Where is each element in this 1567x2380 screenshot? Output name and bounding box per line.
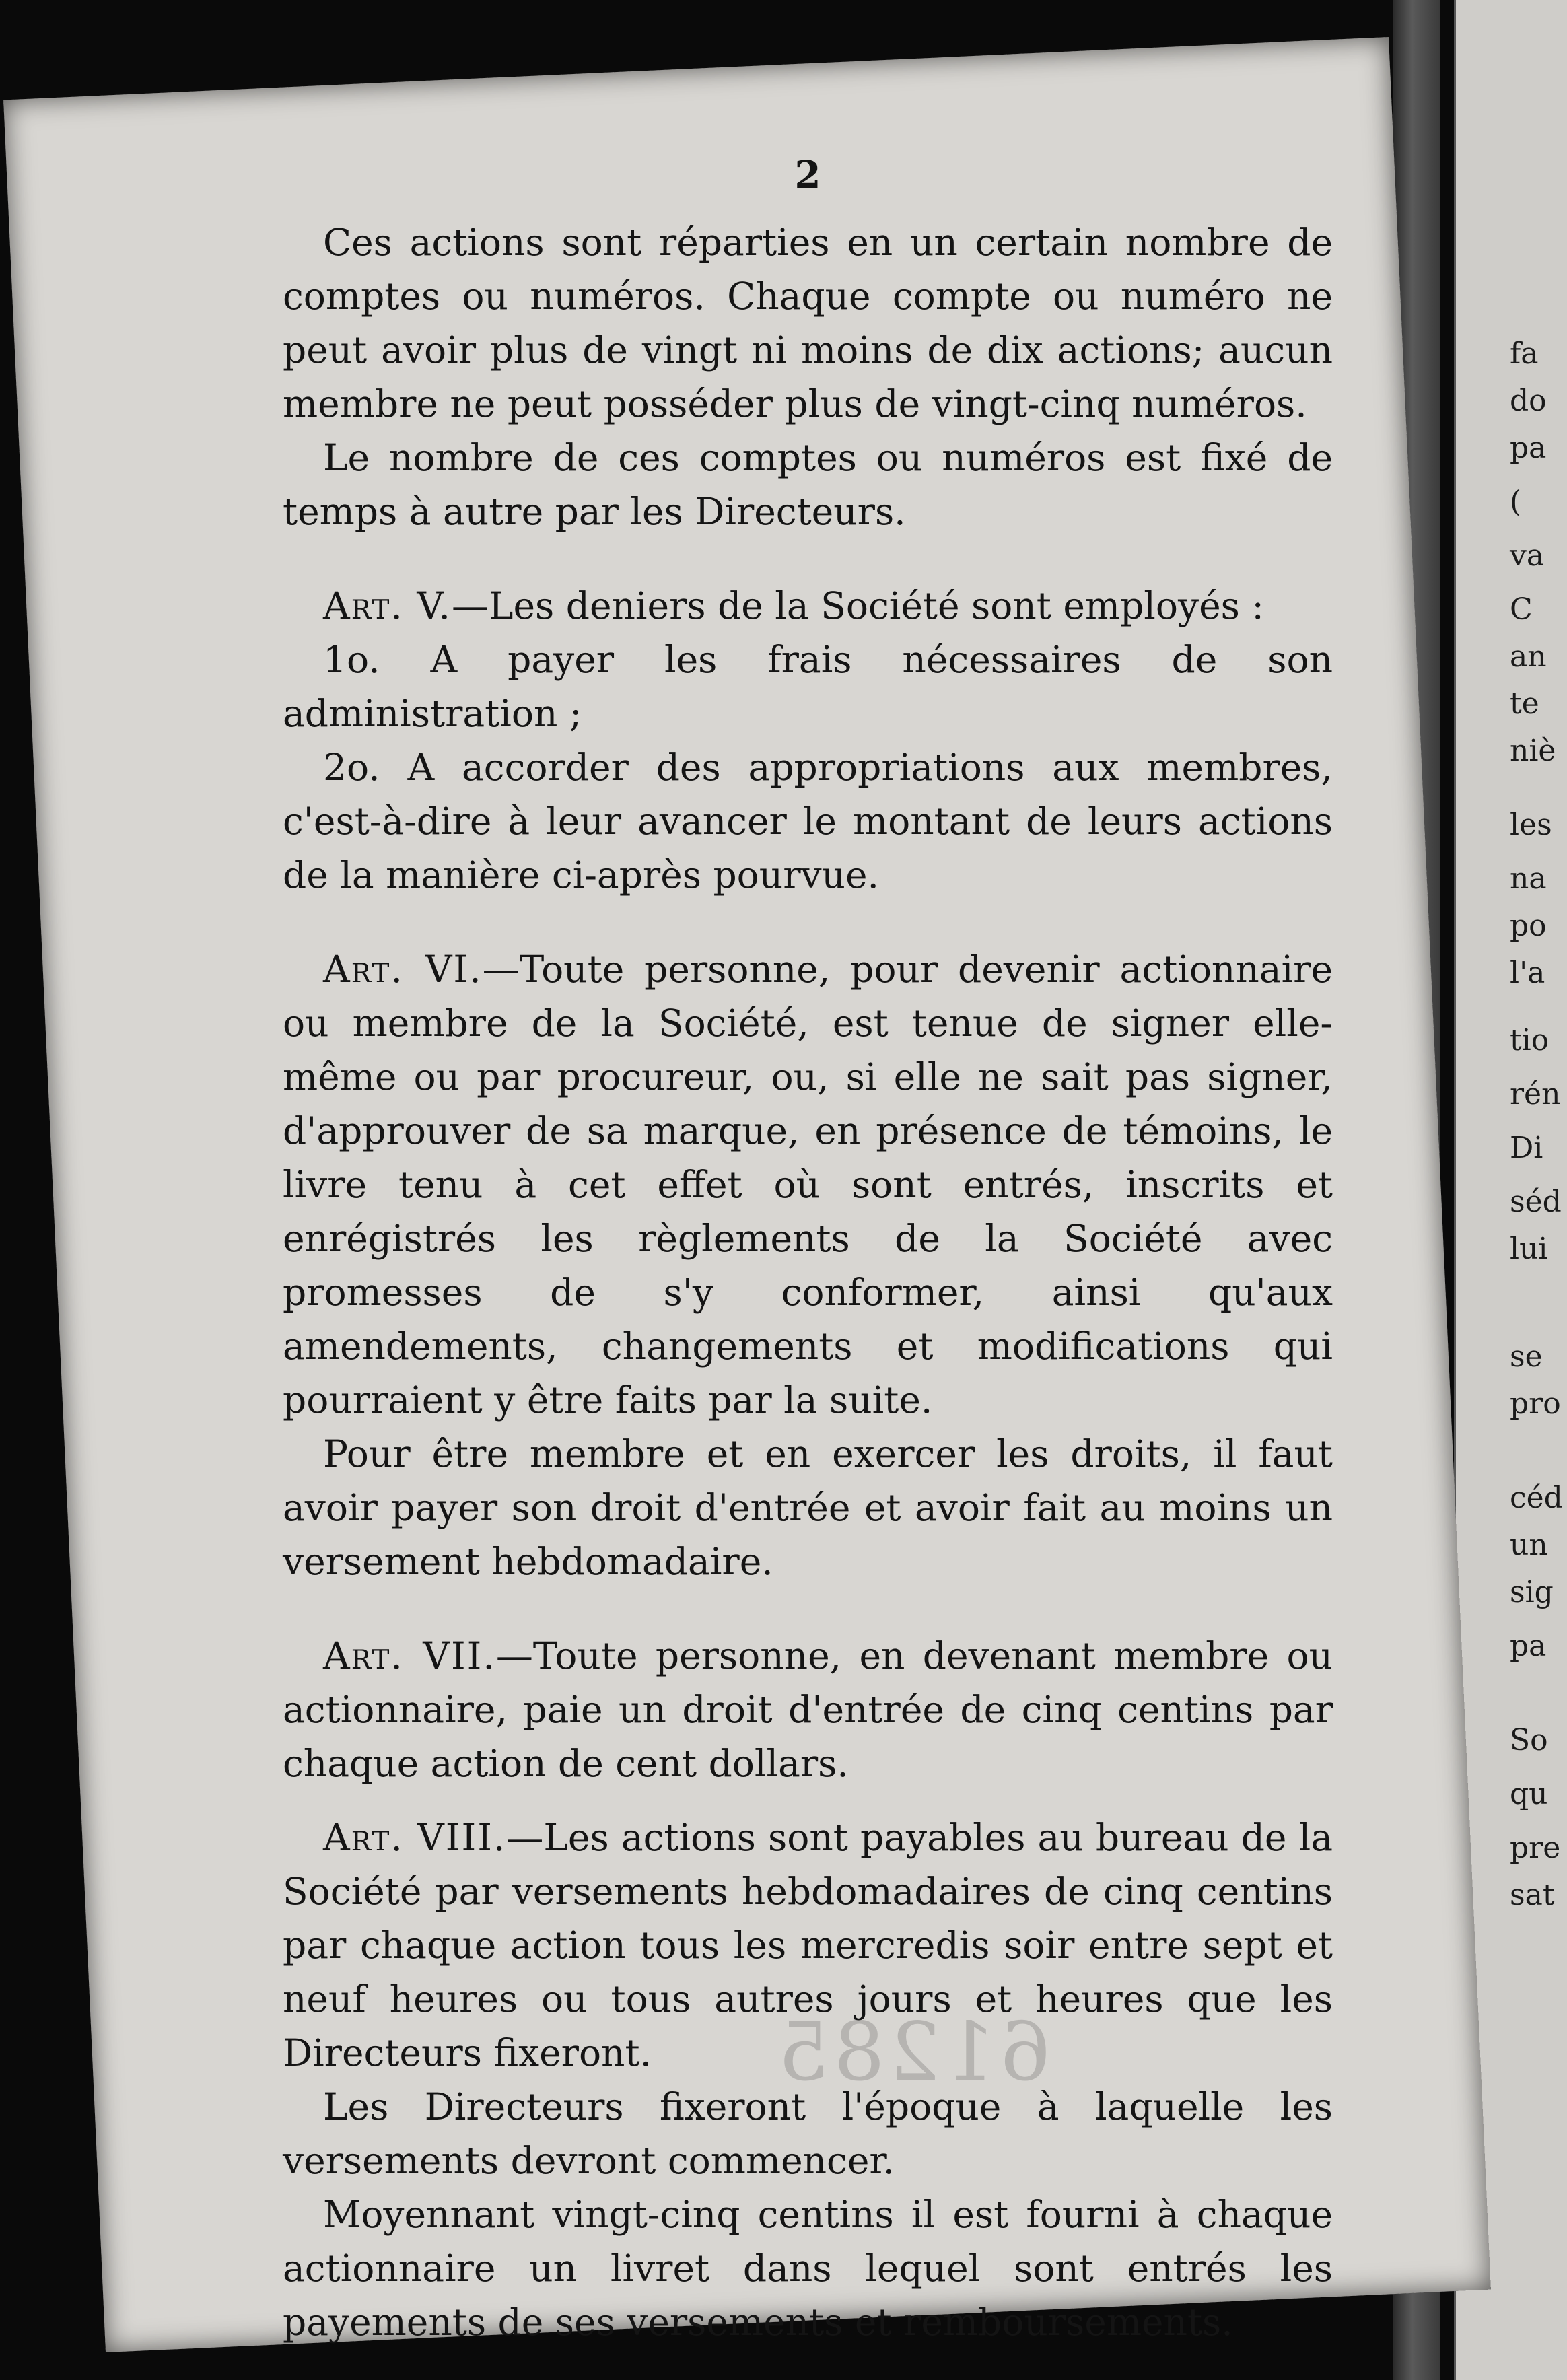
- article-6-label: Art. VI.: [323, 948, 483, 991]
- facing-page-fragment: po: [1510, 909, 1547, 943]
- facing-page-fragment: tio: [1510, 1023, 1549, 1057]
- facing-page-fragment: Di: [1510, 1131, 1543, 1165]
- article-6: [283, 942, 1333, 1427]
- facing-page-fragment: un: [1510, 1528, 1548, 1562]
- facing-page-fragment: les: [1510, 808, 1552, 842]
- facing-page-fragment: na: [1510, 862, 1547, 896]
- facing-page-fragment: pa: [1510, 431, 1547, 465]
- facing-page-fragment: se: [1510, 1339, 1543, 1374]
- facing-page-fragment: pa: [1510, 1629, 1547, 1663]
- paragraph-2: Le nombre de ces comptes ou numéros est fixé de temps à autre par les Directeurs.: [283, 436, 1333, 533]
- article-6-text: —Toute personne, pour devenir actionnaire ou membre de la Société, est tenue de signer elle-même ou par procureur, ou, si elle ne sait pas signer, d'approuver de sa marque, en présence de témoins, le livre tenu à cet effet où sont entrés, inscrits et enrégistrés les règlements de la Société avec promesses de s'y conformer, ainsi qu'aux amendements, changements et modifications qui pourraient y être faits par la suite.: [283, 948, 1333, 1422]
- facing-page-fragment: pre: [1510, 1831, 1561, 1865]
- article-7: [283, 1629, 1333, 1790]
- article-6-extra: Pour être membre et en exercer les droits, il faut avoir payer son droit d'entrée et avoir fait au moins un versement hebdomadaire.: [283, 1432, 1333, 1583]
- facing-page-fragment: rén: [1510, 1077, 1561, 1111]
- article-5-text: —Les deniers de la Société sont employés :: [451, 584, 1264, 627]
- page-number: 2: [794, 153, 821, 197]
- facing-page-fragment: C: [1510, 592, 1533, 627]
- article-5-item-1: 1o. A payer les frais nécessaires de son administration ;: [283, 638, 1333, 735]
- facing-page-fragment: l'a: [1510, 956, 1545, 990]
- facing-page-fragment: sig: [1510, 1575, 1554, 1609]
- facing-page-fragment: qu: [1510, 1777, 1548, 1811]
- facing-page-fragment: niè: [1510, 734, 1556, 768]
- article-5-label: Art. V.: [323, 584, 452, 627]
- facing-page-fragment: do: [1510, 384, 1547, 418]
- facing-page-fragment: te: [1510, 687, 1539, 721]
- facing-page-fragment: séd: [1510, 1185, 1562, 1219]
- article-8-label: Art. VIII.: [323, 1816, 507, 1859]
- mirrored-stamp-number: 61285: [774, 2006, 1051, 2099]
- article-8-extra-1: Les Directeurs fixeront l'époque à laquelle les versements devront commencer.: [283, 2085, 1333, 2182]
- facing-page-fragment: sat: [1510, 1878, 1555, 1912]
- paragraph-1: Ces actions sont réparties en un certain nombre de comptes ou numéros. Chaque compte ou numéro ne peut avoir plus de vingt ni moins de dix actions; aucun membre ne peut posséder plus de vingt-cinq numéros.: [283, 221, 1333, 425]
- facing-page-fragment: (: [1510, 485, 1522, 519]
- facing-page-fragment: fa: [1510, 337, 1539, 371]
- article-5-item-2: 2o. A accorder des appropriations aux membres, c'est-à-dire à leur avancer le montant de leurs actions de la manière ci-après pourvue.: [283, 746, 1333, 897]
- article-8-text: —Les actions sont payables au bureau de la Société par versements hebdomadaires de cinq centins par chaque action tous les mercredis soir entre sept et neuf heures ou tous autres jours et heures que les Directeurs fixeront.: [283, 1816, 1333, 2074]
- article-5: [283, 579, 1333, 633]
- facing-page-fragment: So: [1510, 1723, 1548, 1757]
- facing-page-fragment: céd: [1510, 1481, 1563, 1515]
- facing-page-fragment: an: [1510, 639, 1547, 674]
- article-8-extra-2: Moyennant vingt-cinq centins il est fourni à chaque actionnaire un livret dans lequel sont entrés les payements de ses versements et remboursements.: [283, 2193, 1333, 2344]
- article-7-text: —Toute personne, en devenant membre ou actionnaire, paie un droit d'entrée de cinq centins par chaque action de cent dollars.: [283, 1634, 1333, 1785]
- article-7-label: Art. VII.: [323, 1634, 496, 1677]
- facing-page-fragment: va: [1510, 538, 1545, 573]
- facing-page-fragment: pro: [1510, 1387, 1561, 1421]
- facing-page-fragment: lui: [1510, 1232, 1548, 1266]
